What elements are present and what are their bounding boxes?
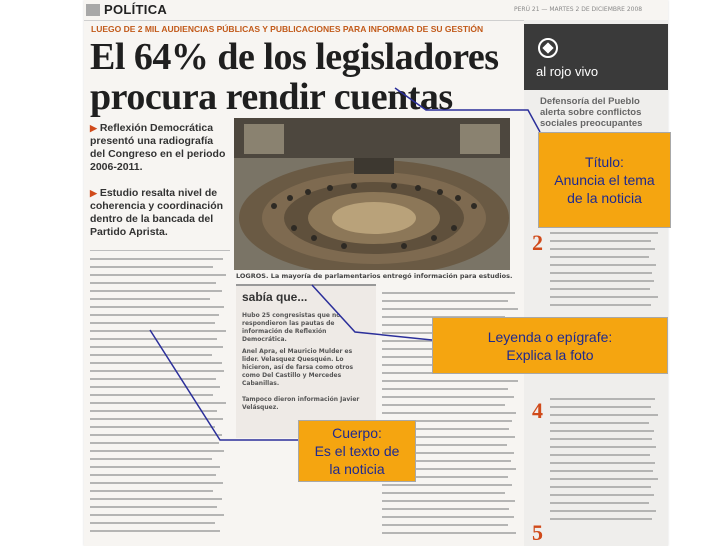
callout-body-text: Es el texto de xyxy=(314,443,400,459)
callout-body-text: la noticia xyxy=(329,461,385,477)
divider xyxy=(90,250,230,251)
al-rojo-vivo-logo-icon xyxy=(538,38,558,58)
congress-photo xyxy=(234,118,510,270)
headline xyxy=(90,37,520,117)
headline-line-2: procura rendir cuentas xyxy=(90,76,453,118)
callout-title xyxy=(538,132,671,228)
summary-point-1 xyxy=(90,122,230,174)
sabia-que-title: sabía que... xyxy=(242,290,308,304)
item-number: 4 xyxy=(532,398,543,423)
sidebar-subtitle: Defensoría del Pueblo alerta sobre conflictos sociales preocupantes xyxy=(540,96,643,129)
sabia-que-item: Tampoco dieron información Javier Velásquez. xyxy=(242,396,360,411)
summary-point-2 xyxy=(90,187,230,239)
body-text-column xyxy=(90,258,230,546)
callout-body xyxy=(298,420,416,482)
callout-body-heading: Cuerpo: xyxy=(332,425,382,441)
sidebar-title: al rojo vivo xyxy=(536,64,599,79)
sabia-que-item: Anel Apra, el Mauricio Mulder es lider. Velasquez Quesquén. Lo hicieron, así de farsa como otros como Del Castillo y Mercedes Cabanillas. xyxy=(242,348,354,387)
section-bar xyxy=(84,0,668,21)
section-title: POLÍTICA xyxy=(104,2,168,17)
issue-info: PERÚ 21 — MARTES 2 DE DICIEMBRE 2008 xyxy=(514,6,643,13)
callout-title-text: de la noticia xyxy=(567,190,642,206)
summary-text: Reflexión Democrática presentó una radiografía del Congreso en el periodo 2006-2011. xyxy=(90,122,226,173)
section-mark xyxy=(86,4,100,16)
photo-caption: LOGROS. La mayoría de parlamentarios entregó información para estudios. xyxy=(236,272,513,280)
callout-title-text: Anuncia el tema xyxy=(554,172,655,188)
sabia-que-box xyxy=(236,284,376,438)
congress-chamber-illustration xyxy=(234,118,510,270)
callout-caption-text: Explica la foto xyxy=(506,346,594,363)
sabia-que-item: Hubo 25 congresistas que no respondieron las pautas de información de Reflexión Democrática. xyxy=(242,312,341,343)
item-number: 5 xyxy=(532,520,543,545)
headline-line-1: El 64% de los legisladores xyxy=(90,36,499,78)
sidebar-text-block xyxy=(550,232,662,312)
triangle-bullet-icon: ▶ xyxy=(90,188,97,198)
kicker: LUEGO DE 2 MIL AUDIENCIAS PÚBLICAS Y PUBLICACIONES PARA INFORMAR DE SU GESTIÓN xyxy=(91,24,484,34)
item-number: 2 xyxy=(532,230,543,255)
sidebar-al-rojo-vivo xyxy=(524,20,668,546)
sidebar-text-block xyxy=(550,398,662,526)
summary-text: Estudio resalta nivel de coherencia y coordinación dentro de la bancada del Partido Aprista. xyxy=(90,187,224,238)
callout-title-heading: Título: xyxy=(585,154,624,170)
callout-caption-heading: Leyenda o epígrafe: xyxy=(487,328,613,345)
sidebar-header xyxy=(524,24,668,90)
triangle-bullet-icon: ▶ xyxy=(90,123,97,133)
callout-caption xyxy=(432,317,668,374)
